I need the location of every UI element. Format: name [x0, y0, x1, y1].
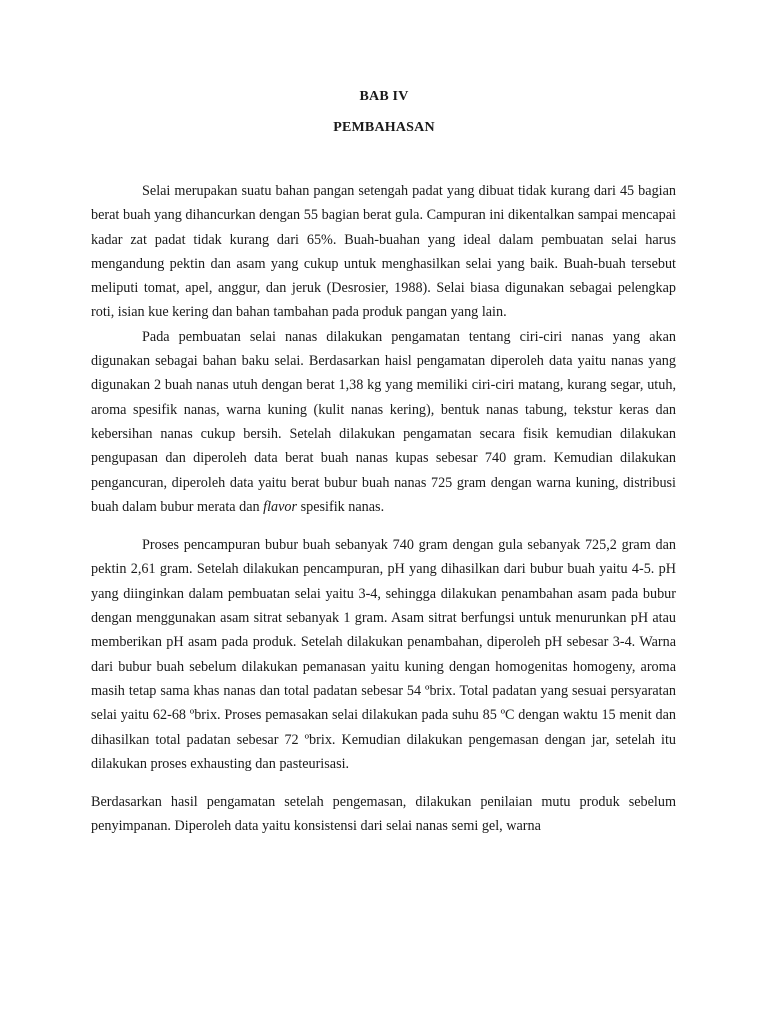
paragraph-2-italic-term: flavor: [263, 498, 298, 515]
paragraph-3: Proses pencampuran bubur buah sebanyak 740 gram dengan gula sebanyak 725,2 gram dan pektin 2,61 gram. Setelah dilakukan pencampuran, pH yang dihasilkan dari bubur buah yaitu 4-5. pH yang diinginkan dalam pembuatan selai yaitu 3-4, sehingga dilakukan penambahan asam pada bubur dengan menggunakan asam sitrat sebanyak 1 gram. Asam sitrat berfungsi untuk menurunkan pH atau memberikan pH asam pada produk. Setelah dilakukan penambahan, diperoleh pH sebesar 3-4. Warna dari bubur buah sebelum dilakukan pemanasan yaitu kuning dengan homogenitas homogeny, aroma masih tetap sama khas nanas dan total padatan sebesar 54 ºbrix. Total padatan yang sesuai persyaratan selai yaitu 62-68 ºbrix. Proses pemasakan selai dilakukan pada suhu 85 ºC dengan waktu 15 menit dan dihasilkan total padatan sebesar 72 ºbrix. Kemudian dilakukan pengemasan dengan jar, setelah itu dilakukan proses exhausting dan pasteurisasi.: [91, 537, 676, 772]
paragraph-2: [91, 325, 676, 519]
paragraph-2-text-end: spesifik nanas.: [297, 498, 385, 515]
paragraph-2-text-start: Pada pembuatan selai nanas dilakukan pengamatan tentang ciri-ciri nanas yang akan digunakan sebagai bahan baku selai. Berdasarkan haisl pengamatan diperoleh data yaitu nanas yang digunakan 2 buah nanas utuh dengan berat 1,38 kg yang memiliki ciri-ciri matang, kurang segar, utuh, aroma spesifik nanas, warna kuning (kulit nanas kering), bentuk nanas tabung, tekstur keras dan kebersihan nanas cukup bersih. Setelah dilakukan pengamatan secara fisik kemudian dilakukan pengupasan dan diperoleh data berat buah nanas kupas sebesar 740 gram. Kemudian dilakukan pengancuran, diperoleh data yaitu berat bubur buah nanas 725 gram dengan warna kuning, distribusi buah dalam bubur merata dan: [91, 328, 676, 515]
paragraph-1: Selai merupakan suatu bahan pangan setengah padat yang dibuat tidak kurang dari 45 bagian berat buah yang dihancurkan dengan 55 bagian berat gula. Campuran ini dikentalkan sampai mencapai kadar zat padat tidak kurang dari 65%. Buah-buahan yang ideal dalam pembuatan selai harus mengandung pektin dan asam yang cukup untuk menghasilkan selai yang baik. Buah-buah tersebut meliputi tomat, apel, anggur, dan jeruk (Desrosier, 1988). Selai biasa digunakan sebagai pelengkap roti, isian kue kering dan bahan tambahan pada produk pangan yang lain.: [91, 183, 676, 321]
body-text: [91, 179, 676, 839]
chapter-heading: BAB IV: [359, 89, 409, 104]
chapter-title: PEMBAHASAN: [333, 120, 435, 135]
paragraph-4: Berdasarkan hasil pengamatan setelah pengemasan, dilakukan penilaian mutu produk sebelum penyimpanan. Diperoleh data yaitu konsistensi dari selai nanas semi gel, warna: [91, 794, 676, 835]
